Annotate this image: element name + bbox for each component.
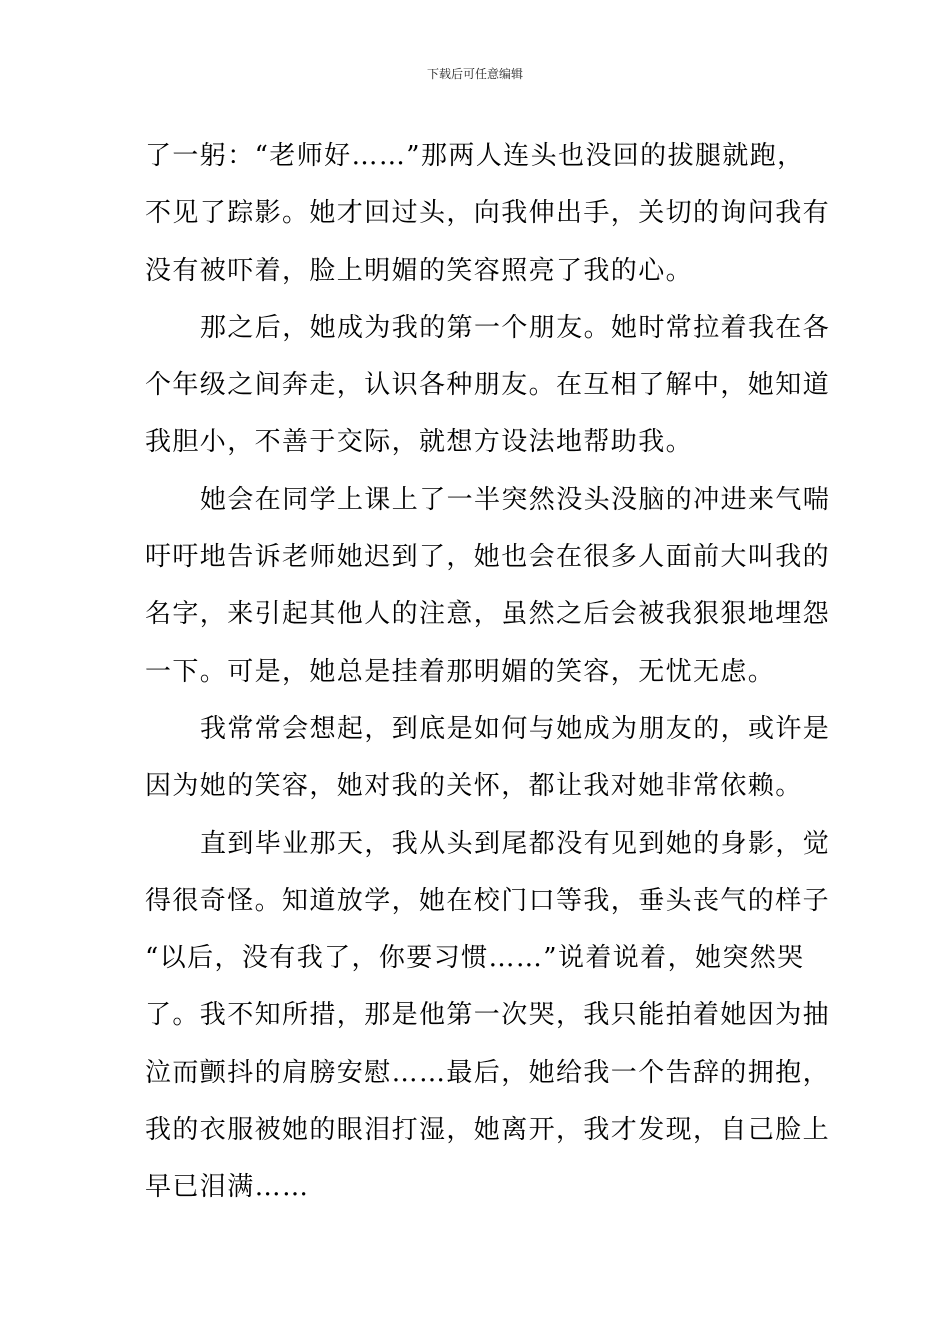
text-line: 泣而颤抖的肩膀安慰……最后，她给我一个告辞的拥抱， xyxy=(145,1057,831,1088)
text-line: 了。我不知所措，那是他第一次哭，我只能拍着她因为抽 xyxy=(145,1000,831,1031)
text-line: “以后，没有我了，你要习惯……”说着说着，她突然哭 xyxy=(145,943,805,974)
paragraph xyxy=(145,300,831,472)
paragraph xyxy=(145,701,831,816)
text-line: 个年级之间奔走，认识各种朋友。在互相了解中，她知道 xyxy=(145,370,831,401)
text-line: 名字，来引起其他人的注意，虽然之后会被我狠狠地埋怨 xyxy=(145,599,831,630)
text-line: 没有被吓着，脸上明媚的笑容照亮了我的心。 xyxy=(145,255,694,286)
document-body xyxy=(145,128,831,1217)
text-line: 早已泪满…… xyxy=(145,1172,310,1203)
text-line: 她会在同学上课上了一半突然没头没脑的冲进来气喘 xyxy=(200,484,831,515)
paragraph xyxy=(145,472,831,701)
text-line: 我常常会想起，到底是如何与她成为朋友的，或许是 xyxy=(200,713,831,744)
text-line: 了一躬：“老师好……”那两人连头也没回的拔腿就跑， xyxy=(145,141,805,171)
paragraph xyxy=(145,816,831,1217)
text-line: 吁吁地告诉老师她迟到了，她也会在很多人面前大叫我的 xyxy=(145,542,831,573)
page-header: 下载后可任意编辑 xyxy=(426,67,523,81)
text-line: 我胆小，不善于交际，就想方设法地帮助我。 xyxy=(145,427,694,458)
text-line: 那之后，她成为我的第一个朋友。她时常拉着我在各 xyxy=(200,312,831,343)
text-line: 一下。可是，她总是挂着那明媚的笑容，无忧无虑。 xyxy=(145,656,776,687)
paragraph xyxy=(145,128,831,300)
text-line: 得很奇怪。知道放学，她在校门口等我，垂头丧气的样子 xyxy=(145,885,831,916)
text-line: 不见了踪影。她才回过头，向我伸出手，关切的询问我有 xyxy=(145,198,831,229)
text-line: 我的衣服被她的眼泪打湿，她离开，我才发现，自己脸上 xyxy=(145,1115,831,1146)
text-line: 直到毕业那天，我从头到尾都没有见到她的身影，觉 xyxy=(200,828,831,859)
text-line: 因为她的笑容，她对我的关怀，都让我对她非常依赖。 xyxy=(145,771,803,802)
